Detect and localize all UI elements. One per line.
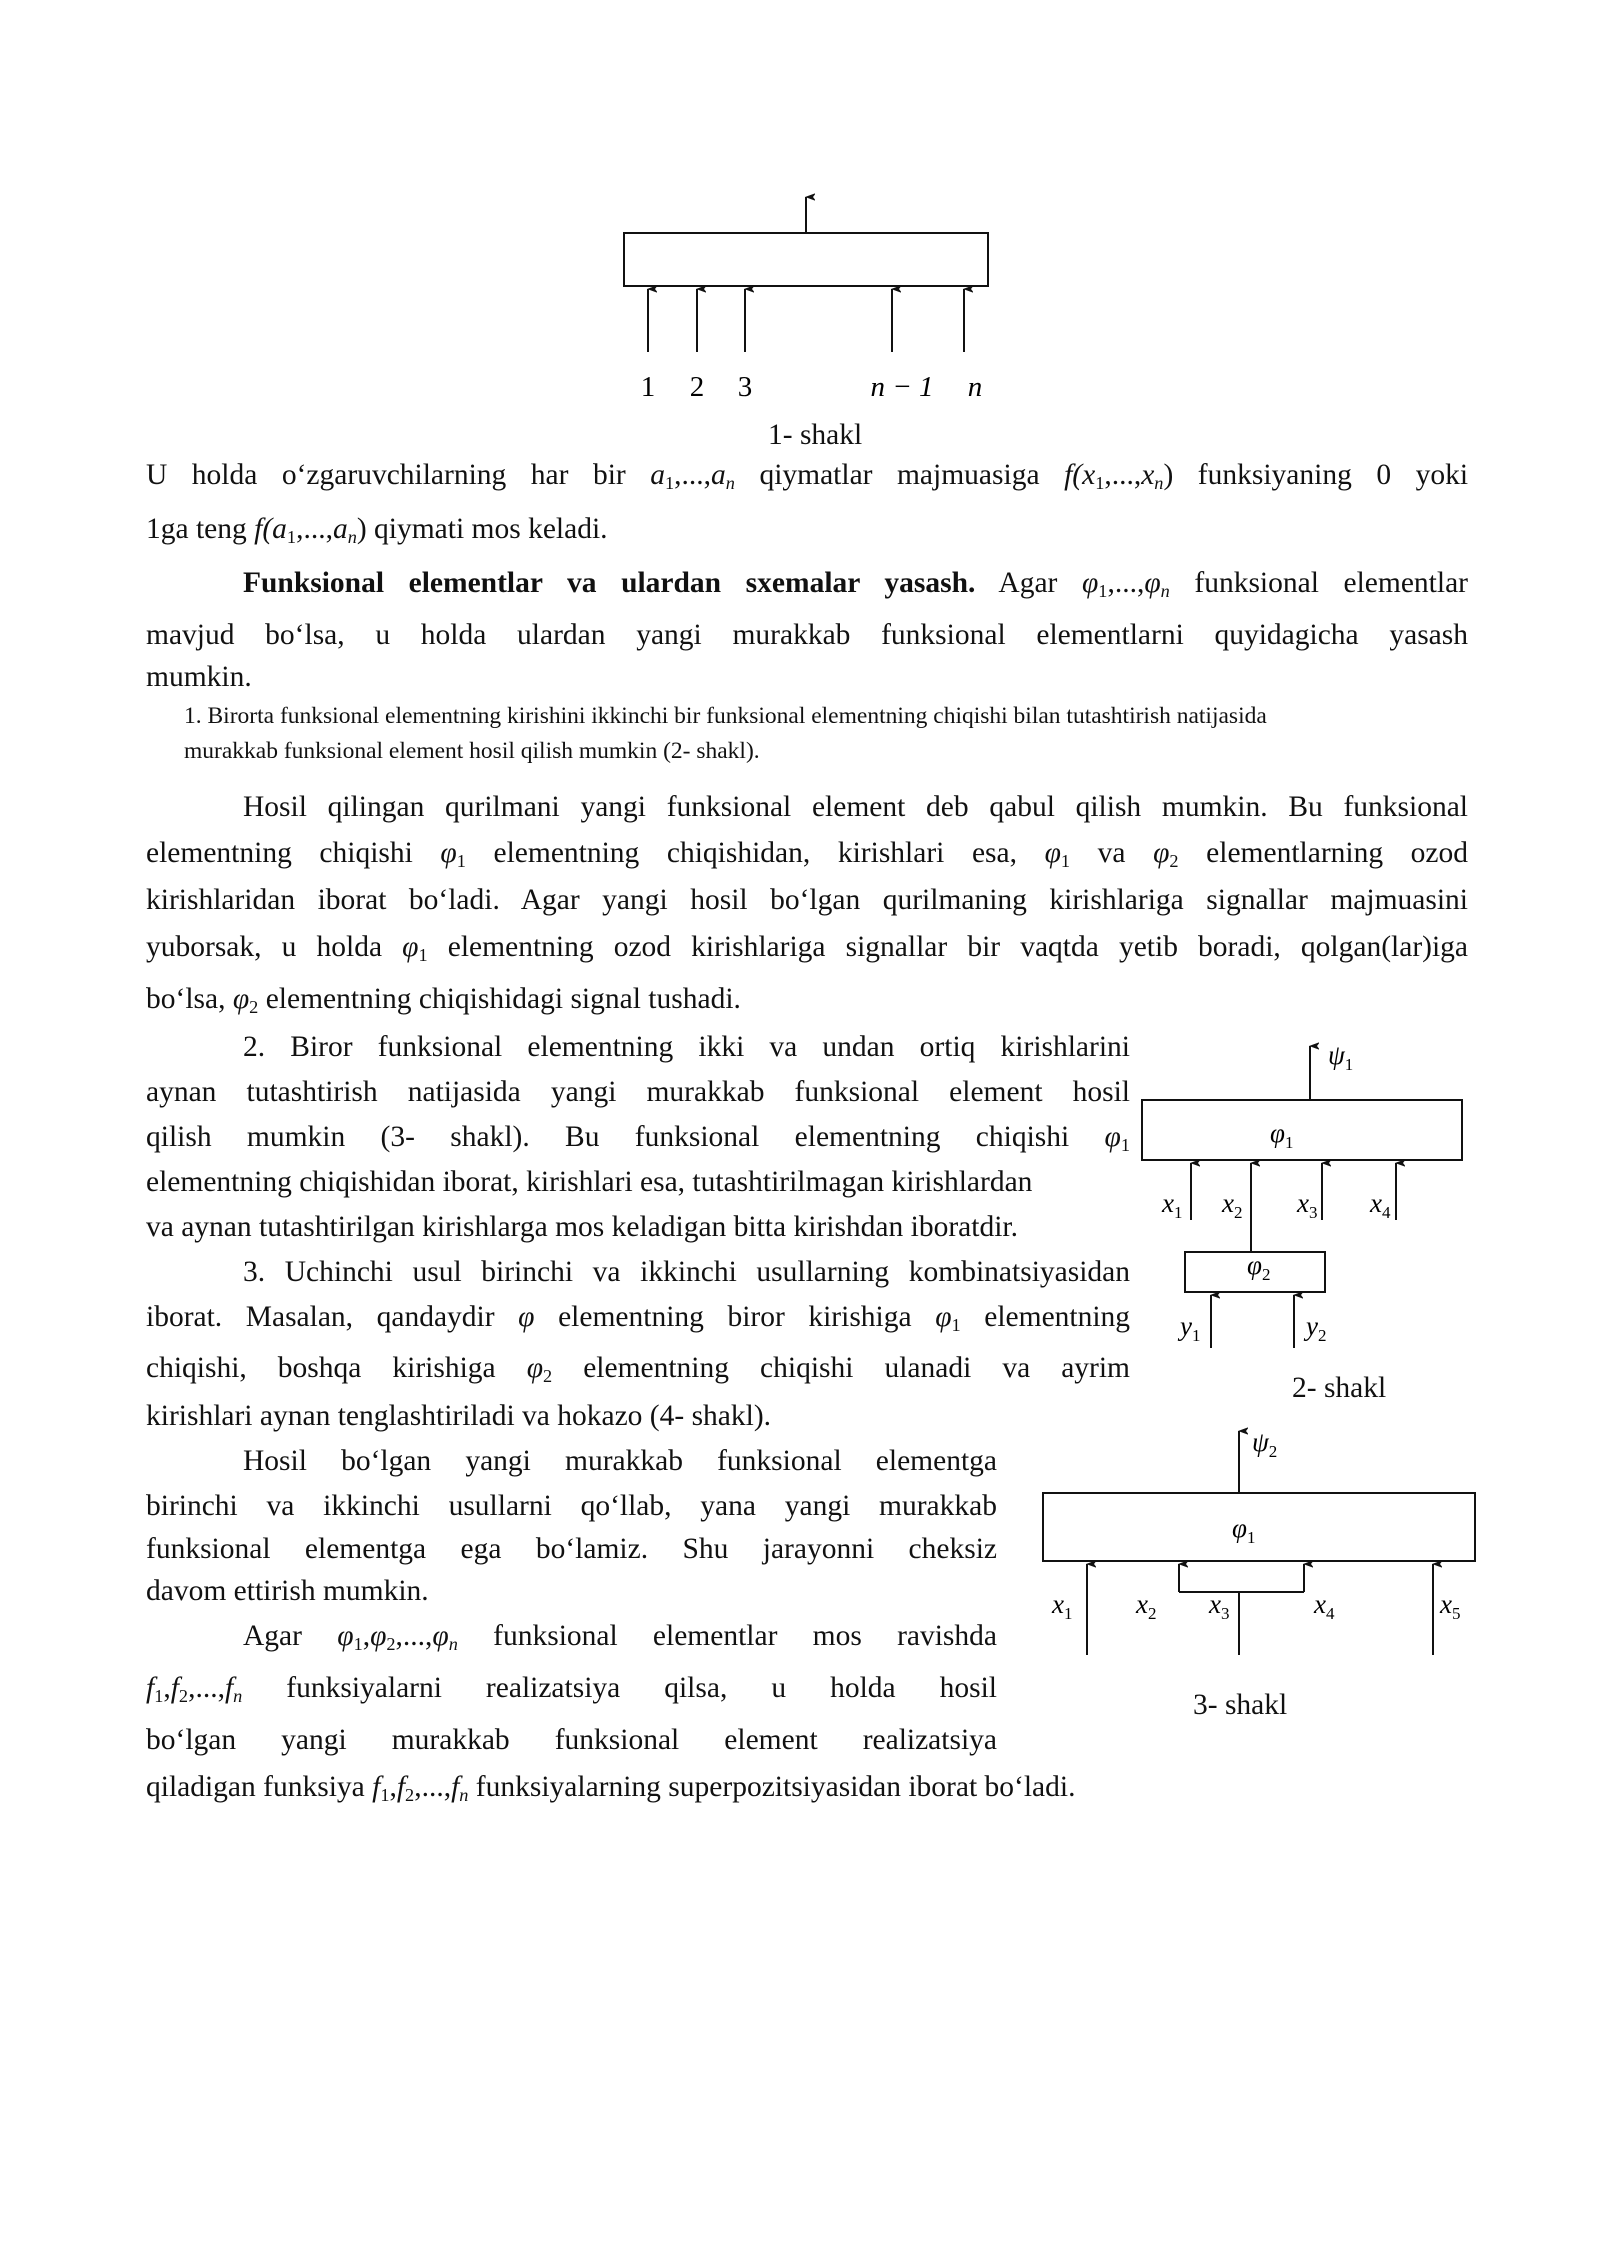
fig3-input-label-1: $x_1$ — [1052, 1589, 1073, 1623]
fig1-label-1: 1 — [640, 371, 656, 403]
para-line-5: mumkin. — [146, 661, 252, 693]
fig3-input-label-2: $x_2$ — [1136, 1589, 1157, 1623]
para-line-16: elementning chiqishidan iborat, kirishlari esa, tutashtirilmagan kirishlardan — [146, 1166, 1033, 1198]
para-line-11: yuborsak, u holda $\varphi_1$ elementning ozod kirishlariga signallar bir vaqtda yetib boradi, qolgan(lar)iga — [146, 931, 1469, 966]
fig3-input-label-5: $x_5$ — [1440, 1589, 1461, 1623]
fig2-input-label-4: $x_4$ — [1370, 1188, 1391, 1222]
para-line-29: qiladigan funksiya $f_1,f_2,...,f_n$ funksiyalarning superpozitsiyasidan iborat bo‘ladi. — [146, 1771, 1076, 1806]
fig3-input-label-3: $x_3$ — [1209, 1589, 1230, 1623]
para-line-3: Funksional elementlar va ulardan sxemalar yasash. Agar $\varphi_1,...,\varphi_n$ funksional elementlar — [243, 567, 1468, 602]
fig3-block — [1043, 1493, 1475, 1561]
fig2-bottom-block-label: $\varphi_2$ — [1247, 1250, 1271, 1284]
fig1-label-3: 3 — [737, 371, 753, 403]
para-line-4: mavjud bo‘lsa, u holda ulardan yangi murakkab funksional elementlarni quyidagicha yasash — [146, 619, 1468, 651]
para-line-1: U holda o‘zgaruvchilarning har bir $a_1,...,a_n$ qiymatlar majmuasiga $f(x_1,...,x_n)$ funksiyaning 0 yoki — [146, 459, 1469, 494]
fig2-top-block — [1142, 1100, 1462, 1160]
fig3-output-label: $\psi_2$ — [1252, 1427, 1278, 1461]
fig3-caption: 3- shakl — [1193, 1689, 1288, 1721]
fig3-input-label-4: $x_4$ — [1314, 1589, 1335, 1623]
fig2-input-label-3: $x_3$ — [1297, 1188, 1318, 1222]
fig1-caption: 1- shakl — [768, 419, 863, 451]
para-line-23: birinchi va ikkinchi usullarni qo‘llab, yana yangi murakkab — [146, 1490, 997, 1522]
fig1-block — [624, 233, 988, 286]
fig2-input-label-1: $x_1$ — [1162, 1188, 1183, 1222]
fig3-block-label: $\varphi_1$ — [1232, 1513, 1256, 1547]
fig2-top-block-label: $\varphi_1$ — [1270, 1118, 1294, 1152]
fig1-label-n-1: n − 1 — [870, 371, 934, 403]
fig1-label-2: 2 — [689, 371, 705, 403]
para-line-14: aynan tutashtirish natijasida yangi murakkab funksional element hosil — [146, 1076, 1130, 1108]
para-line-7: murakkab funksional element hosil qilish mumkin (2- shakl). — [184, 738, 760, 764]
para-line-19: iborat. Masalan, qandaydir φ elementning biror kirishiga $\varphi_1$ elementning — [146, 1301, 1131, 1336]
fig2-input-label-2: $x_2$ — [1222, 1188, 1243, 1222]
para-line-9: elementning chiqishi $\varphi_1$ elementning chiqishidan, kirishlari esa, $\varphi_1$ va $\varphi_2$ elementlarning ozod — [146, 837, 1469, 872]
fig1-label-n: n — [967, 371, 983, 403]
figure-1 — [0, 0, 1600, 420]
para-line-8: Hosil qilingan qurilmani yangi funksional element deb qabul qilish mumkin. Bu funksional — [243, 791, 1468, 823]
para-line-21: kirishlari aynan tenglashtiriladi va hokazo (4- shakl). — [146, 1400, 772, 1432]
para-line-28: bo‘lgan yangi murakkab funksional element realizatsiya — [146, 1724, 997, 1756]
para-line-24: funksional elementga ega bo‘lamiz. Shu jarayonni cheksiz — [146, 1533, 997, 1565]
para-line-6: 1. Birorta funksional elementning kirishini ikkinchi bir funksional elementning chiqishi bilan tutashtirish natijasida — [184, 703, 1267, 729]
para-line-12: bo‘lsa, $\varphi_2$ elementning chiqishidagi signal tushadi. — [146, 983, 741, 1018]
para-line-26: Agar $\varphi_1,\varphi_2,...,\varphi_n$ funksional elementlar mos ravishda — [243, 1620, 998, 1655]
para-line-25: davom ettirish mumkin. — [146, 1575, 429, 1607]
fig2-caption: 2- shakl — [1292, 1372, 1387, 1404]
para-line-27: $f_1,f_2,...,f_n$ funksiyalarni realizatsiya qilsa, u holda hosil — [146, 1672, 997, 1707]
para-line-2: 1ga teng $f(a_1,...,a_n)$ qiymati mos keladi. — [146, 513, 608, 548]
para-line-17: va aynan tutashtirilgan kirishlarga mos keladigan bitta kirishdan iboratdir. — [146, 1211, 1018, 1243]
para-line-10: kirishlaridan iborat bo‘ladi. Agar yangi hosil bo‘lgan qurilmaning kirishlariga signallar majmuasini — [146, 884, 1468, 916]
fig2-bottom-input-label-2: $y_2$ — [1306, 1311, 1327, 1345]
para-line-18: 3. Uchinchi usul birinchi va ikkinchi usullarning kombinatsiyasidan — [243, 1256, 1130, 1288]
fig2-output-label: $\psi_1$ — [1328, 1040, 1354, 1074]
para-line-13: 2. Biror funksional elementning ikki va undan ortiq kirishlarini — [243, 1031, 1130, 1063]
para-line-22: Hosil bo‘lgan yangi murakkab funksional elementga — [243, 1445, 997, 1477]
para-line-20: chiqishi, boshqa kirishiga $\varphi_2$ elementning chiqishi ulanadi va ayrim — [146, 1352, 1130, 1387]
section-heading: Funksional elementlar va ulardan sxemalar yasash. — [243, 567, 976, 599]
figure-3 — [1030, 1415, 1490, 1675]
para-line-15: qilish mumkin (3- shakl). Bu funksional elementning chiqishi $\varphi_1$ — [146, 1121, 1131, 1156]
fig2-bottom-input-label-1: $y_1$ — [1180, 1311, 1201, 1345]
